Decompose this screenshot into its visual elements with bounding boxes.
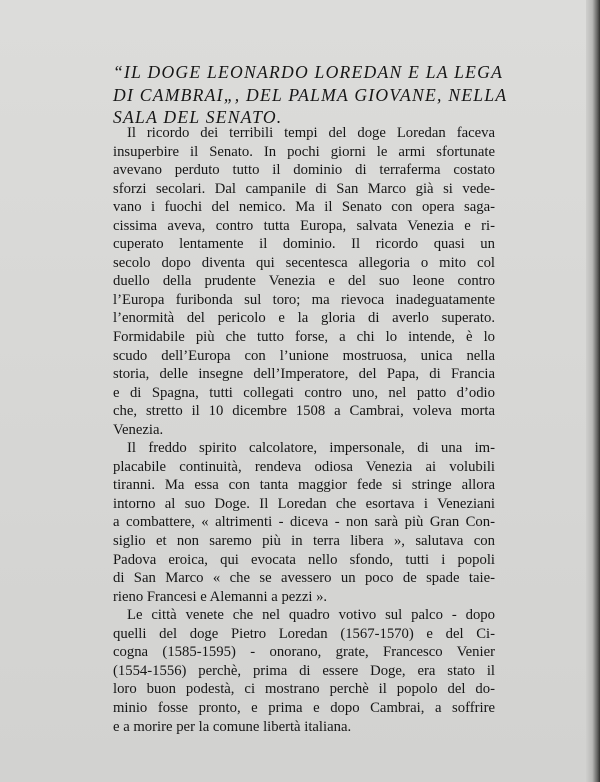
text-line: cissima aveva, contro tutta Europa, salvata Venezia e ri- [113, 217, 495, 234]
text-line: intorno al suo Doge. Il Loredan che esortava i Veneziani [113, 495, 495, 512]
text-line: loro buon podestà, ci mostrano perchè il popolo del do- [113, 681, 495, 698]
text-line: di San Marco « che se avessero un poco de spade taie- [113, 570, 495, 587]
text-line: minio fosse pronto, e prima e dopo Cambrai, a soffrire [113, 699, 495, 716]
text-line: sforzi secolari. Dal campanile di San Marco già si vede- [113, 180, 495, 197]
text-line: tiranni. Ma essa con tanta maggior fede si stringe allora [113, 477, 495, 494]
text-line: e di Spagna, tutti collegati contro uno, nel patto d’odio [113, 384, 495, 401]
heading-line: SALA DEL SENATO. [113, 107, 283, 127]
body-text [113, 124, 495, 736]
text-line: Le città venete che nel quadro votivo sul palco - dopo [127, 607, 495, 624]
text-line: Il ricordo dei terribili tempi del doge Loredan faceva [127, 125, 495, 141]
text-line: l’enormità del pericolo e la gloria di averlo superato. [113, 310, 495, 327]
text-line: storia, delle insegne dell’Imperatore, del Papa, di Francia [113, 366, 495, 383]
page-edge-shadow [586, 0, 600, 782]
text-line: e a morire per la comune libertà italiana. [113, 718, 352, 735]
text-line: (1554-1556) perchè, prima di essere Doge, era stato il [113, 662, 495, 679]
text-line: Il freddo spirito calcolatore, impersonale, di una im- [127, 440, 495, 457]
text-line: Venezia. [113, 421, 164, 438]
text-line: duello della prudente Venezia e del suo leone contro [113, 273, 495, 290]
text-line: siglio et non saremo più in terra libera », salutava con [113, 533, 495, 550]
text-line: quelli del doge Pietro Loredan (1567-1570) e del Ci- [113, 625, 495, 642]
text-line: secolo dopo diventa qui secentesca allegoria o mito col [113, 254, 495, 271]
text-line: l’Europa furibonda sul toro; ma rievoca inadeguatamente [113, 291, 495, 308]
text-line: cogna (1585-1595) - onorano, grate, Francesco Venier [113, 644, 495, 661]
text-line: Formidabile più che tutto forse, a chi lo intende, è lo [113, 329, 495, 346]
text-line: vano i fuochi del nemico. Ma il Senato con opera saga- [113, 199, 495, 216]
text-line: cuperato lentamente il dominio. Il ricordo quasi un [113, 236, 495, 253]
text-line: rieno Francesi e Alemanni a pezzi ». [113, 588, 328, 605]
heading-line: DI CAMBRAI„, DEL PALMA GIOVANE, NELLA [113, 84, 508, 105]
text-line: avevano perduto tutto il dominio di terraferma costato [113, 162, 495, 179]
text-line: che, stretto il 10 dicembre 1508 a Cambrai, voleva morta [113, 403, 495, 420]
text-line: scudo dell’Europa con l’unione mostruosa, unica nella [113, 347, 495, 364]
text-line: placabile continuità, rendeva odiosa Venezia ai volubili [113, 458, 495, 475]
section-heading [113, 61, 513, 129]
text-line: a combattere, « altrimenti - diceva - non sarà più Gran Con- [113, 514, 495, 531]
text-line: insuperbire il Senato. In pochi giorni le armi sfortunate [113, 143, 495, 160]
heading-line: “IL DOGE LEONARDO LOREDAN E LA LEGA [113, 62, 504, 82]
text-line: Padova eroica, qui evocata nello sfondo, tutti i popoli [113, 551, 495, 568]
